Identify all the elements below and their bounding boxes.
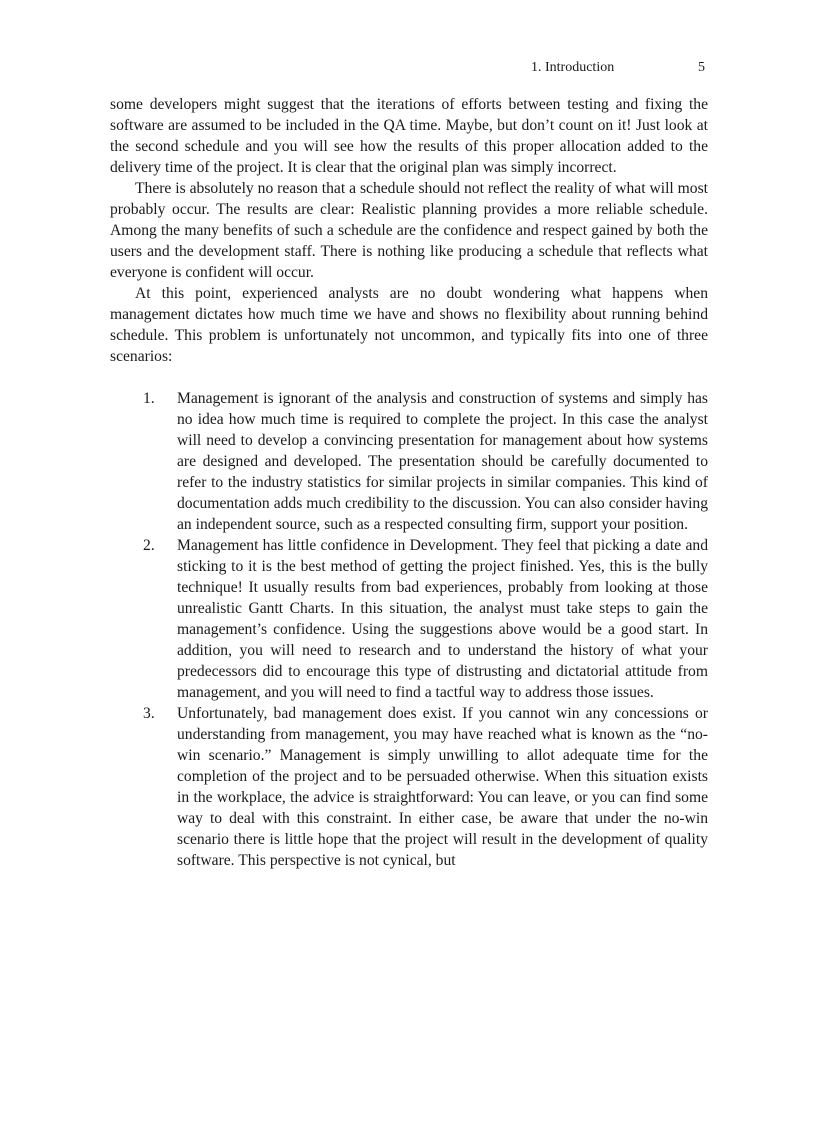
list-number: 2. xyxy=(143,537,155,554)
list-text: Management has little confidence in Development. They feel that picking a date and sticking to it is the best method of getting the project finished. Yes, this is the bully technique! It usually results from bad experiences, probably from looking at those unrealistic Gantt Charts. In this situation, the analyst must take steps to gain the management’s confidence. Using the suggestions above would be a good start. In addition, you will need to research and to understand the history of what your predecessors did to encourage this type of distrusting and dictatorial attitude from management, and you will need to find a tactful way to address those issues. xyxy=(177,537,708,701)
paragraph: There is absolutely no reason that a schedule should not reflect the reality of what will most probably occur. The results are clear: Realistic planning provides a more reliable schedule. Among the many benefits of such a schedule are the confidence and respect gained by both the users and the development staff. There is nothing like producing a schedule that reflects what everyone is confident will occur. xyxy=(110,180,708,281)
list-number: 3. xyxy=(143,705,155,722)
paragraph: At this point, experienced analysts are no doubt wondering what happens when management dictates how much time we have and shows no flexibility about running behind schedule. This problem is unfortunately not uncommon, and typically fits into one of three scenarios: xyxy=(110,285,708,365)
list-item xyxy=(110,388,708,535)
list-text: Unfortunately, bad management does exist. If you cannot win any concessions or understanding from management, you may have reached what is known as the “no-win scenario.” Management is simply unwilling to allot adequate time for the completion of the project and to be persuaded otherwise. When this situation exists in the workplace, the advice is straightforward: You can leave, or you can find some way to deal with this constraint. In either case, be aware that under the no-win scenario there is little hope that the project will result in the development of quality software. This perspective is not cynical, but xyxy=(177,705,708,869)
list-number: 1. xyxy=(143,390,155,407)
list-text: Management is ignorant of the analysis and construction of systems and simply has no idea how much time is required to complete the project. In this case the analyst will need to develop a convincing presentation for management about how systems are designed and developed. The presentation should be carefully documented to refer to the industry statistics for similar projects in similar companies. This kind of documentation adds much credibility to the discussion. You can also consider having an independent source, such as a respected consulting firm, support your position. xyxy=(177,390,708,533)
list-item xyxy=(110,703,708,871)
list-item xyxy=(110,535,708,703)
scenario-list xyxy=(110,388,708,871)
page-number: 5 xyxy=(698,60,705,75)
page-body xyxy=(110,94,708,871)
running-head xyxy=(0,60,816,80)
chapter-title: 1. Introduction xyxy=(531,60,615,75)
paragraph-continued: some developers might suggest that the iterations of efforts between testing and fixing the software are assumed to be included in the QA time. Maybe, but don’t count on it! Just look at the second schedule and you will see how the results of this proper allocation added to the delivery time of the project. It is clear that the original plan was simply incorrect. xyxy=(110,96,708,176)
